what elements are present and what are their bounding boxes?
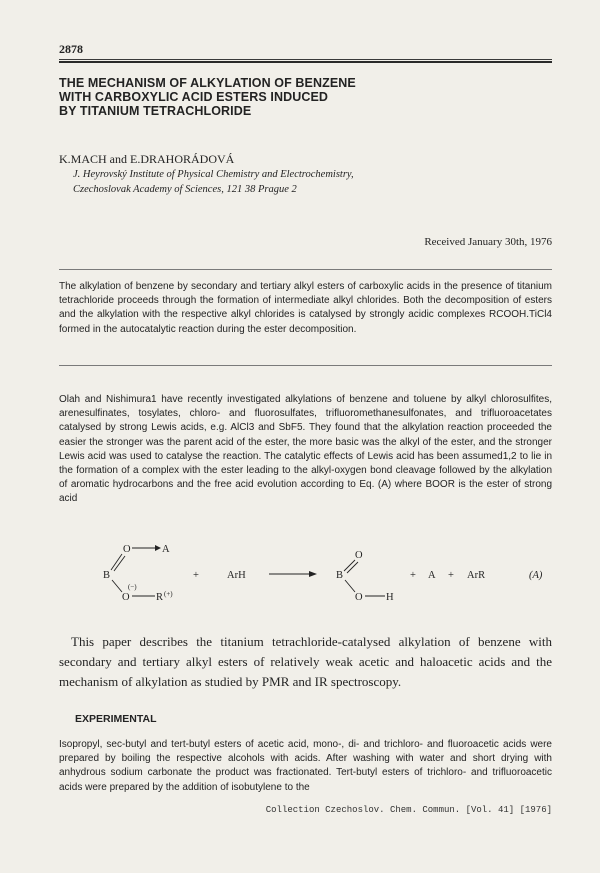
eq-label: (A) — [529, 570, 543, 581]
intro-paragraph: Olah and Nishimura1 have recently investigated alkylations of benzene and toluene by alkyl chlorosulfites, arenesulfinates, tosylates, chloro- and fluorosulfates, trifluoromethanesulfonates, and trifluoroacetates catalysed by strong Lewis acids, e.g. AlCl3 and SbF5. They found that the alkylation reaction proceeded the easier the stronger was the parent acid of the ester, the more basic was the alkyl of the ester, and the stronger Lewis acid was used to catalyse the reaction. The catalytic effects of Lewis acid has been assumed1,2 to lie in the formation of a complex with the ester leading to the alkyl-oxygen bond cleavage followed by the alkylation of aromatic hydrocarbons and the free acid evolution according to Eq. (A) where BOOR is the ester of strong acid — [59, 394, 552, 505]
header-rule-thin — [59, 59, 552, 60]
eq-left-top-o: O — [123, 544, 131, 555]
abstract-rule-bottom — [59, 365, 552, 366]
authors: K.MACH and E.DRAHORÁDOVÁ — [59, 152, 235, 166]
eq-bond — [112, 580, 122, 592]
eq-left-bottom-o: O — [122, 592, 130, 603]
eq-right-bottom-o: O — [355, 592, 363, 603]
eq-left-minus: (−) — [128, 583, 137, 591]
affiliation-line: Czechoslovak Academy of Sciences, 121 38 Prague 2 — [73, 184, 297, 195]
eq-arrow-head — [155, 545, 161, 551]
eq-arh: ArH — [227, 570, 246, 581]
page-number: 2878 — [59, 42, 83, 56]
eq-reaction-arrowhead — [309, 571, 317, 577]
experimental-paragraph: Isopropyl, sec-butyl and tert-butyl esters of acetic acid, mono-, di- and trichloro- and fluoroacetic acids were prepared by boiling the respective alcohols with acids. After washing with water and short drying with anhydrous sodium carbonate the product was fractionated. Tert-butyl esters of trichloro- and trifluoroacetic acids were prepared by the addition of isobutylene to the — [59, 739, 552, 793]
eq-left-r: R — [156, 592, 164, 603]
eq-bond — [345, 580, 355, 592]
title-line: WITH CARBOXYLIC ACID ESTERS INDUCED — [59, 90, 329, 104]
eq-right-b: B — [336, 570, 344, 581]
eq-prod-arr: ArR — [467, 570, 486, 581]
eq-plus-2: + — [410, 570, 416, 581]
equation-svg — [59, 540, 552, 610]
experimental-heading: EXPERIMENTAL — [75, 713, 157, 725]
header-rule-thick — [59, 61, 552, 63]
eq-prod-a: A — [428, 570, 436, 581]
eq-bond — [344, 560, 355, 571]
eq-plus-3: + — [448, 570, 454, 581]
journal-footer: Collection Czechoslov. Chem. Commun. [Vol. 41] [1976] — [265, 805, 552, 815]
eq-left-plus-charge: (+) — [164, 590, 173, 598]
title-line: THE MECHANISM OF ALKYLATION OF BENZENE — [59, 76, 356, 90]
title-line: BY TITANIUM TETRACHLORIDE — [59, 104, 252, 118]
eq-right-top-o: O — [355, 550, 363, 561]
reaction-equation — [59, 540, 552, 610]
affiliation-line: J. Heyrovský Institute of Physical Chemistry and Electrochemistry, — [73, 169, 354, 180]
eq-left-b: B — [103, 570, 111, 581]
eq-right-h: H — [386, 592, 394, 603]
received-date: Received January 30th, 1976 — [424, 236, 552, 248]
abstract-rule-top — [59, 269, 552, 270]
paper-title — [59, 76, 479, 118]
eq-bond — [347, 562, 358, 573]
abstract: The alkylation of benzene by secondary and tertiary alkyl esters of carboxylic acids in the presence of titanium tetrachloride proceeds through the formation of intermediate alkyl chlorides. Both the decomposition of esters and the alkylation with the respective alkyl chlorides is catalysed by strongly acidic complexes RCOOH.TiCl4 formed in the autocatalytic reaction during the ester decomposition. — [59, 281, 552, 335]
eq-plus-1: + — [193, 570, 199, 581]
affiliation — [73, 167, 354, 197]
main-paragraph: This paper describes the titanium tetrachloride-catalysed alkylation of benzene with secondary and tertiary alkyl esters of relatively weak acetic and haloacetic acids and the mechanism of alkylation as studied by PMR and IR spectroscopy. — [59, 634, 552, 689]
eq-arrow-label: A — [162, 544, 170, 555]
